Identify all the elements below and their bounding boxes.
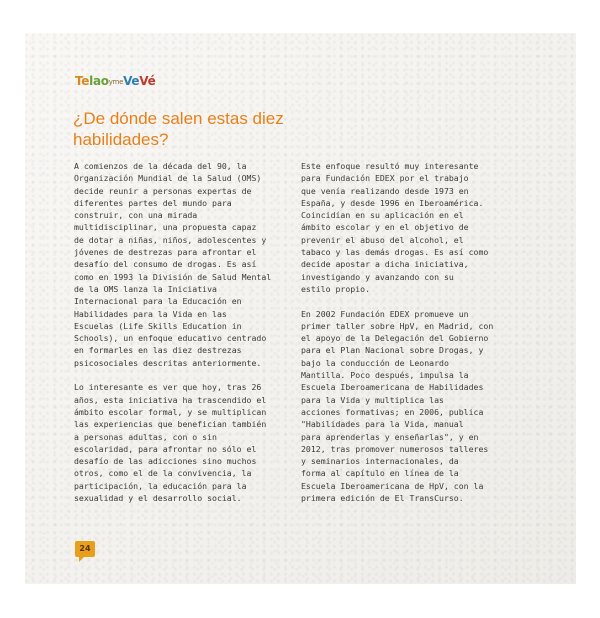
paragraph: En 2002 Fundación EDEX promueve un primer taller sobre HpV, en Madrid, con el apoyo de la Delegación del Gobierno para el Plan Nacional sobre Drogas, y bajo la conducción de Leonardo Mantilla. Poco después, impulsa la Escuela Iberoamericana de Habilidades para la Vida y multiplica las acciones formativas; en 2006, publica "Habilidades para la Vida, manual para aprenderlas y enseñarlas", y en 2012, tras promover numerosos talleres y seminarios internacionales, da forma al capítulo en línea de la Escuela Iberoamericana de HpV, con la primera edición de El TransCurso. <box>301 308 494 504</box>
text-column-left <box>74 160 286 517</box>
paragraph: A comienzos de la década del 90, la Organización Mundial de la Salud (OMS) decide reunir a personas expertas de diferentes partes del mundo para construir, con una mirada multidisciplinar, una propuesta capaz de dotar a niñas, niños, adolescentes y jóvenes de destrezas para afrontar el desafío del consumo de drogas. Es así como en 1993 la División de Salud Mental de la OMS lanza la Iniciativa Internacional para la Educación en Habilidades para la Vida en las Escuelas (Life Skills Education in Schools), un enfoque educativo centrado en formarles en las diez destrezas psicosociales descritas anteriormente. <box>74 161 272 368</box>
logo-part-1: Te <box>75 74 90 88</box>
publication-logo <box>75 73 155 89</box>
text-column-right <box>301 160 513 517</box>
section-title: ¿De dónde salen estas diez habilidades? <box>73 109 284 149</box>
logo-part-3: yme <box>108 78 124 86</box>
logo-part-4: Ve <box>123 74 140 88</box>
logo-part-5: Vé <box>139 74 156 88</box>
logo-part-2: lao <box>89 74 109 88</box>
paragraph: Este enfoque resultó muy interesante para Fundación EDEX por el trabajo que venía realizando desde 1973 en España, y desde 1996 en Iberoamérica. Coincidían en su aplicación en el ámbito escolar y en el objetivo de prevenir el abuso del alcohol, el tabaco y las demás drogas. Es así como decide apostar a dicha iniciativa, investigando y avanzando con su estilo propio. <box>301 161 489 294</box>
paragraph: Lo interesante es ver que hoy, tras 26 años, esta iniciativa ha trascendido el ámbito escolar formal, y se multiplican las experiencias que benefician también a personas adultas, con o sin escolaridad, para afrontar no sólo el desafío de las adicciones sino muchos otros, como el de la convivencia, la participación, la educación para la sexualidad y el desarrollo social. <box>74 382 267 504</box>
page-number-badge: 24 <box>75 541 95 557</box>
